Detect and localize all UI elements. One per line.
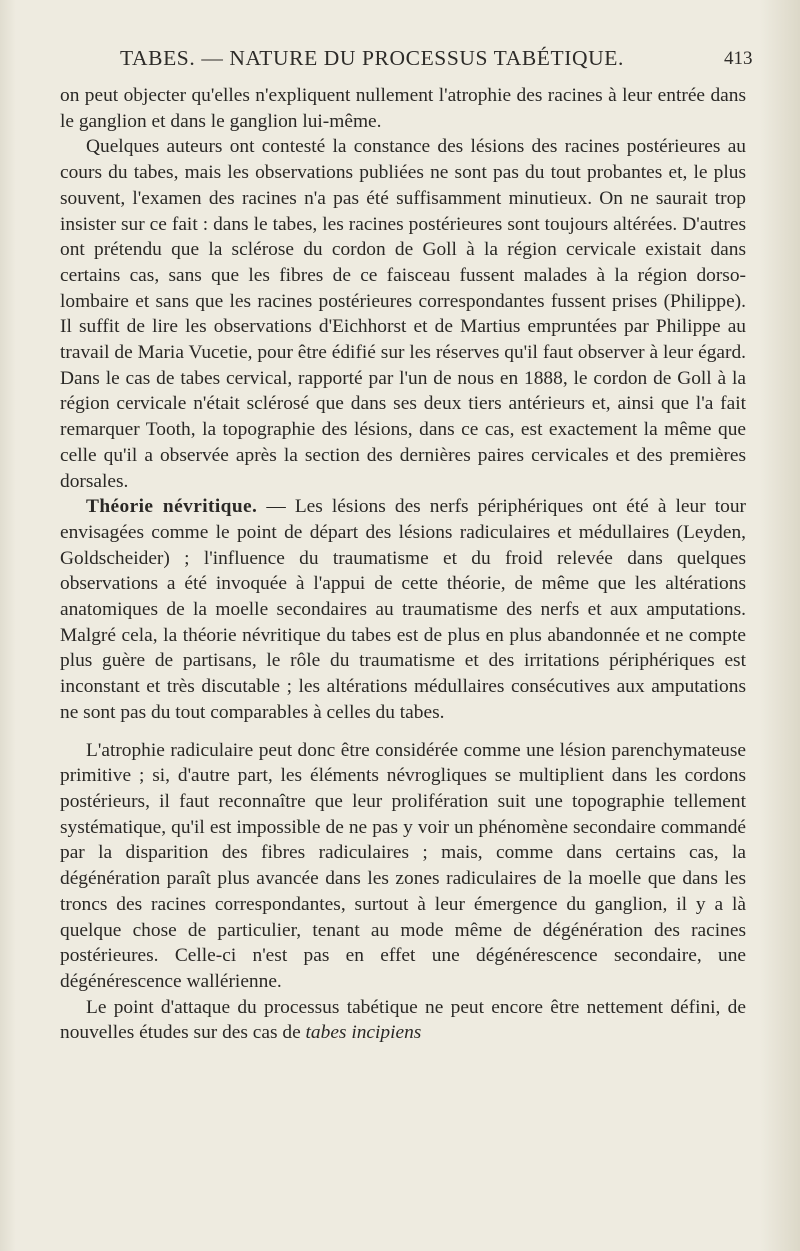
paragraph-point-of-attack-text: Le point d'attaque du processus tabétique ne peut encore être nettement défini, de nouvelles études sur des cas de <box>60 996 746 1044</box>
page-edge-shadow-left <box>0 0 16 1251</box>
page-header <box>0 44 800 76</box>
italic-term: tabes incipiens <box>305 1022 422 1044</box>
paragraph-point-of-attack <box>60 995 746 1046</box>
paragraph-continuation: on peut objecter qu'elles n'expliquent nullement l'atrophie des racines à leur entrée dans le ganglion et dans le ganglion lui-même. <box>60 85 746 132</box>
paragraph-posterior-roots: Quelques auteurs ont contesté la constance des lésions des racines postérieures au cours du tabes, mais les observations publiées ne sont pas du tout probantes et, le plus souvent, l'examen des racines n'a pas été suffisamment minutieux. On ne saurait trop insister sur ce fait : dans le tabes, les racines postérieures sont toujours altérées. D'autres ont prétendu que la sclérose du cordon de Goll à la région cervicale existait dans certains cas, sans que les fibres de ce faisceau fussent malades à la région dorso-lombaire et sans que les racines postérieures correspondantes fussent prises (Philippe). Il suffit de lire les observations d'Eichhorst et de Martius empruntées par Philippe au travail de Maria Vucetie, pour être édifié sur les réserves qu'il faut observer à leur égard. Dans le cas de tabes cervical, rapporté par l'un de nous en 1888, le cordon de Goll à la région cervicale n'était sclérosé que dans ses deux tiers antérieurs et, ainsi que l'a fait remarquer Tooth, la topographie des lésions, dans ce cas, est exactement la même que celle qu'il a observée après la section des dernières paires cervicales et des premières dorsales. <box>60 136 746 492</box>
paragraph-neuritic-theory-text: — Les lésions des nerfs périphériques ont été à leur tour envisagées comme le point de départ des lésions radiculaires et médullaires (Leyden, Goldscheider) ; l'influence du traumatisme et du froid relevée dans quelques observations a été invoquée à l'appui de cette théorie, de même que les altérations anatomiques de la moelle secondaires au traumatisme des nerfs et aux amputations. Malgré cela, la théorie névritique du tabes est de plus en plus abandonnée et ne compte plus guère de partisans, le rôle du traumatisme et des irritations périphériques est inconstant et très discutable ; les altérations médullaires consécutives aux amputations ne sont pas du tout comparables à celles du tabes. <box>60 496 746 723</box>
paragraph-neuritic-theory <box>60 494 746 725</box>
page-edge-shadow-right <box>760 0 800 1251</box>
section-heading-neuritic-theory: Théorie névritique. <box>86 496 258 518</box>
running-title: TABES. — NATURE DU PROCESSUS TABÉTIQUE. <box>120 46 624 70</box>
paragraph-radicular-atrophy: L'atrophie radiculaire peut donc être considérée comme une lésion parenchymateuse primitive ; si, d'autre part, les éléments névrogliques se multiplient dans les cordons postérieurs, il faut reconnaître que leur prolifération suit une topographie tellement systématique, qu'il est impossible de ne pas y voir un phénomène secondaire commandé par la disparition des fibres radiculaires ; mais, comme dans certains cas, la dégénération paraît plus avancée dans les zones radiculaires de la moelle que dans les troncs des racines correspondantes, surtout à leur émergence du ganglion, il y a là quelque chose de particulier, tenant au mode même de dégénération des racines postérieures. Celle-ci n'est pas en effet une dégénérescence secondaire, une dégénérescence wallérienne. <box>60 739 746 992</box>
page-number: 413 <box>724 48 753 69</box>
page-body <box>60 83 746 1046</box>
